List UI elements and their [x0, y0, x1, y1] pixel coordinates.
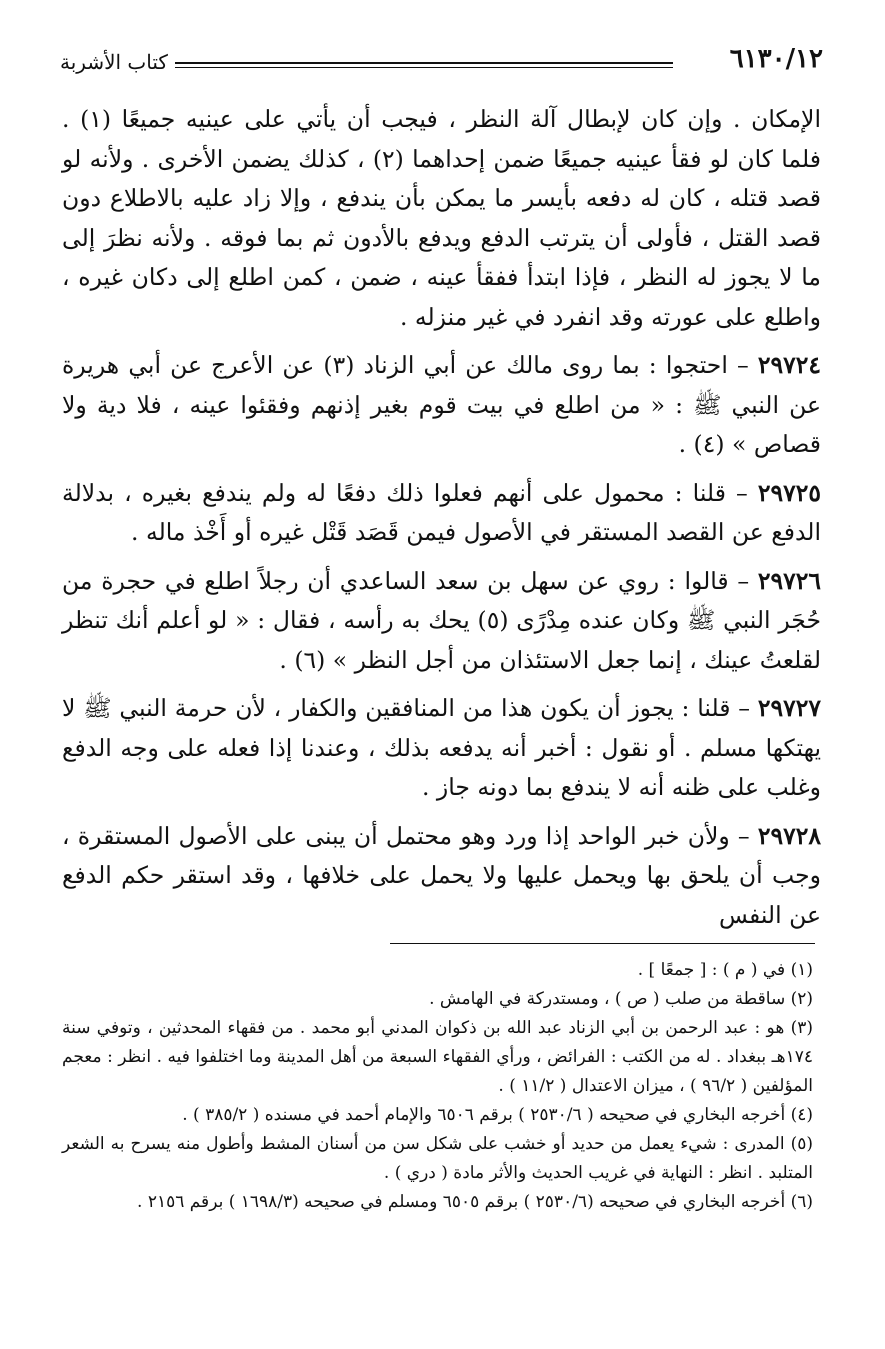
paragraph: ٢٩٧٢٧ – قلنا : يجوز أن يكون هذا من المنافقين والكفار ، لأن حرمة النبي ﷺ لا يهتكها مسلم . أو نقول : أخبر أنه يدفعه بذلك ، وعندنا إذا فعله على وجه الدفع وغلب على ظنه أنه لا يندفع بما دونه جاز . — [62, 694, 821, 801]
paragraph: الإمكان . وإن كان لإبطال آلة النظر ، فيجب أن يأتي على عينيه جميعًا (١) . فلما كان لو فقأ عينيه جميعًا ضمن إحداهما (٢) ، كذلك يضمن الأخرى . ولأنه لو قصد قتله ، كان له دفعه بأيسر ما يمكن بأن يندفع ، وإلا زاد عليه بالاطلاع دون قصد القتل ، فأولى أن يترتب الدفع ويدفع بالأدون ثم بما فوقه . ولأنه نظرَ إلى ما لا يجوز له النظر ، فإذا ابتدأ ففقأ عينه ، ضمن ، كمن اطلع إلى دكان غيره ، واطلع على عورته وقد انفرد في غير منزله . — [62, 105, 821, 331]
paragraph: ٢٩٧٢٨ – ولأن خبر الواحد إذا ورد وهو محتمل أن يبنى على الأصول المستقرة ، وجب أن يلحق بها ويحمل عليها ولا يحمل على خلافها ، وقد استقر حكم الدفع عن النفس — [62, 821, 821, 929]
footnote-separator — [390, 943, 815, 944]
page-number: ٦١٣٠/١٢ — [729, 44, 823, 74]
page-header — [60, 44, 823, 84]
paragraph: ٢٩٧٢٥ – قلنا : محمول على أنهم فعلوا ذلك دفعًا له ولم يندفع بغيره ، بدلالة الدفع عن القصد المستقر في الأصول فيمن قَصَد قَتْل غيره أو أَخْذ ماله . — [62, 478, 821, 546]
footnote: (٦) أخرجه البخاري في صحيحه (٢٥٣٠/٦ ) برقم ٦٥٠٥ ومسلم في صحيحه (١٦٩٨/٣ ) برقم ٢١٥٦ . — [137, 1192, 813, 1212]
header-rule-thin — [175, 67, 673, 68]
footnote: (١) في ( م ) : [ جمعًا ] . — [637, 960, 813, 980]
footnote: (٤) أخرجه البخاري في صحيحه ( ٢٥٣٠/٦ ) برقم ٦٥٠٦ والإمام أحمد في مسنده ( ٣٨٥/٢ ) . — [182, 1105, 813, 1125]
paragraph-number: ٢٩٧٢٧ — [757, 694, 821, 722]
paragraph: ٢٩٧٢٤ – احتجوا : بما روى مالك عن أبي الزناد (٣) عن الأعرج عن أبي هريرة عن النبي ﷺ : « من اطلع في بيت قوم بغير إذنهم وفقئوا عينه ، فلا دية ولا قصاص » (٤) . — [62, 351, 821, 458]
paragraph: ٢٩٧٢٦ – قالوا : روي عن سهل بن سعد الساعدي أن رجلاً اطلع في حجرة من حُجَر النبي ﷺ وكان عنده مِدْرًى (٥) يحك به رأسه ، فقال : « لو أعلم أنك تنظر لقلعتُ عينك ، إنما جعل الاستئذان من أجل النظر » (٦) . — [62, 566, 821, 674]
paragraph-number: ٢٩٧٢٦ — [757, 566, 821, 595]
main-text — [62, 100, 821, 944]
paragraph-number: ٢٩٧٢٥ — [757, 478, 821, 507]
footnote: (٢) ساقطة من صلب ( ص ) ، ومستدركة في الهامش . — [429, 989, 813, 1009]
footnote: (٣) هو : عبد الرحمن بن أبي الزناد عبد الله بن ذكوان المدني أبو محمد . من فقهاء المحدثين ، وتوفي سنة ١٧٤هـ ببغداد . له من الكتب : الفرائض ، ورأي الفقهاء السبعة من أهل المدينة وما اختلفوا فيه . انظر : معجم المؤلفين ( ٩٦/٢ ) ، ميزان الاعتدال ( ١١/٢ ) . — [62, 1018, 813, 1096]
header-rule — [175, 62, 673, 64]
footnotes — [62, 956, 813, 1217]
paragraph-number: ٢٩٧٢٨ — [757, 821, 821, 850]
footnote: (٥) المدرى : شيء يعمل من حديد أو خشب على شكل سن من أسنان المشط وأطول منه يسرح به الشعر المتلبد . انظر : النهاية في غريب الحديث والأثر مادة ( دري ) . — [62, 1134, 813, 1183]
book-title: كتاب الأشربة — [60, 50, 168, 74]
paragraph-number: ٢٩٧٢٤ — [757, 351, 821, 379]
